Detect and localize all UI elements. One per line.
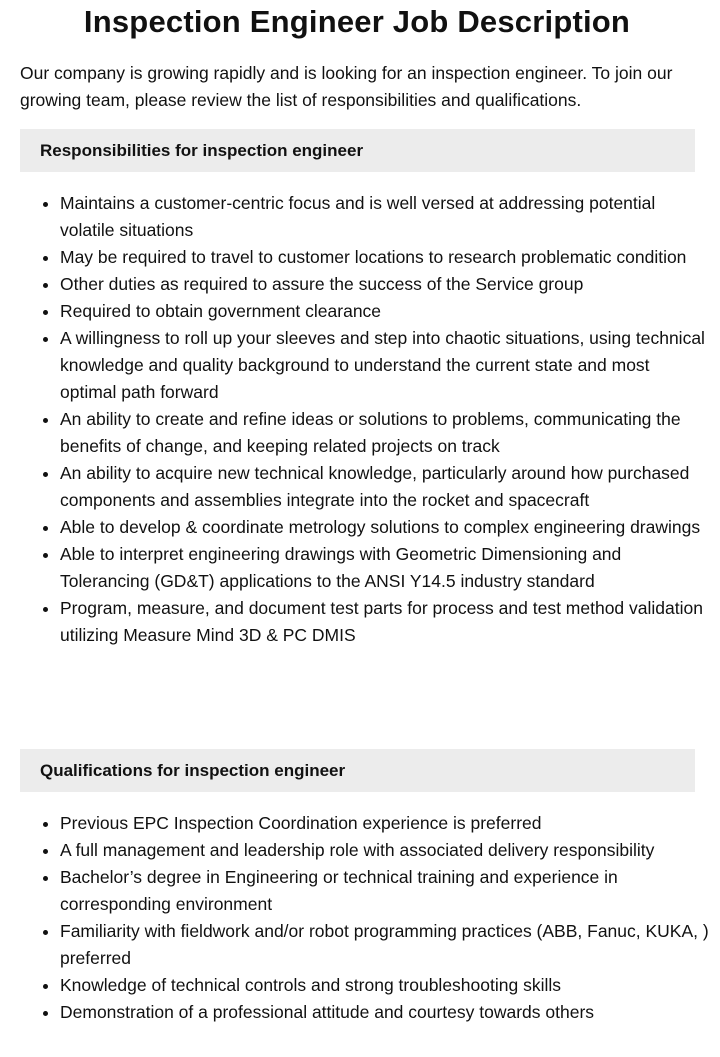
list-item: • Demonstration of a professional attitude and courtesy towards others	[60, 999, 710, 1026]
list-item: • Able to interpret engineering drawings with Geometric Dimensioning and Tolerancing (GD&T) applications to the ANSI Y14.5 industry standard	[60, 541, 710, 595]
list-item: • An ability to acquire new technical knowledge, particularly around how purchased components and assemblies integrate into the rocket and spacecraft	[60, 460, 710, 514]
list-item: • An ability to create and refine ideas or solutions to problems, communicating the benefits of change, and keeping related projects on track	[60, 406, 710, 460]
list-item: • Required to obtain government clearance	[60, 298, 710, 325]
list-item: • A full management and leadership role with associated delivery responsibility	[60, 837, 710, 864]
list-item: • Bachelor’s degree in Engineering or technical training and experience in corresponding environment	[60, 864, 710, 918]
list-item: • Knowledge of technical controls and strong troubleshooting skills	[60, 972, 710, 999]
responsibilities-heading: Responsibilities for inspection engineer	[20, 129, 695, 172]
list-item: • Maintains a customer-centric focus and is well versed at addressing potential volatile situations	[60, 190, 710, 244]
qualifications-list	[20, 810, 710, 1026]
list-item: • A willingness to roll up your sleeves and step into chaotic situations, using technical knowledge and quality background to understand the current state and most optimal path forward	[60, 325, 710, 406]
list-item: • Program, measure, and document test parts for process and test method validation utilizing Measure Mind 3D & PC DMIS	[60, 595, 710, 649]
list-item: • Able to develop & coordinate metrology solutions to complex engineering drawings	[60, 514, 710, 541]
page-title: Inspection Engineer Job Description	[83, 4, 631, 39]
list-item: • May be required to travel to customer locations to research problematic condition	[60, 244, 710, 271]
list-item: • Familiarity with fieldwork and/or robot programming practices (ABB, Fanuc, KUKA, ) preferred	[60, 918, 710, 972]
intro-paragraph: Our company is growing rapidly and is looking for an inspection engineer. To join our growing team, please review the list of responsibilities and qualifications.	[20, 63, 673, 110]
list-item: • Previous EPC Inspection Coordination experience is preferred	[60, 810, 710, 837]
responsibilities-list	[20, 190, 710, 649]
list-item: • Other duties as required to assure the success of the Service group	[60, 271, 710, 298]
qualifications-heading: Qualifications for inspection engineer	[20, 749, 695, 792]
